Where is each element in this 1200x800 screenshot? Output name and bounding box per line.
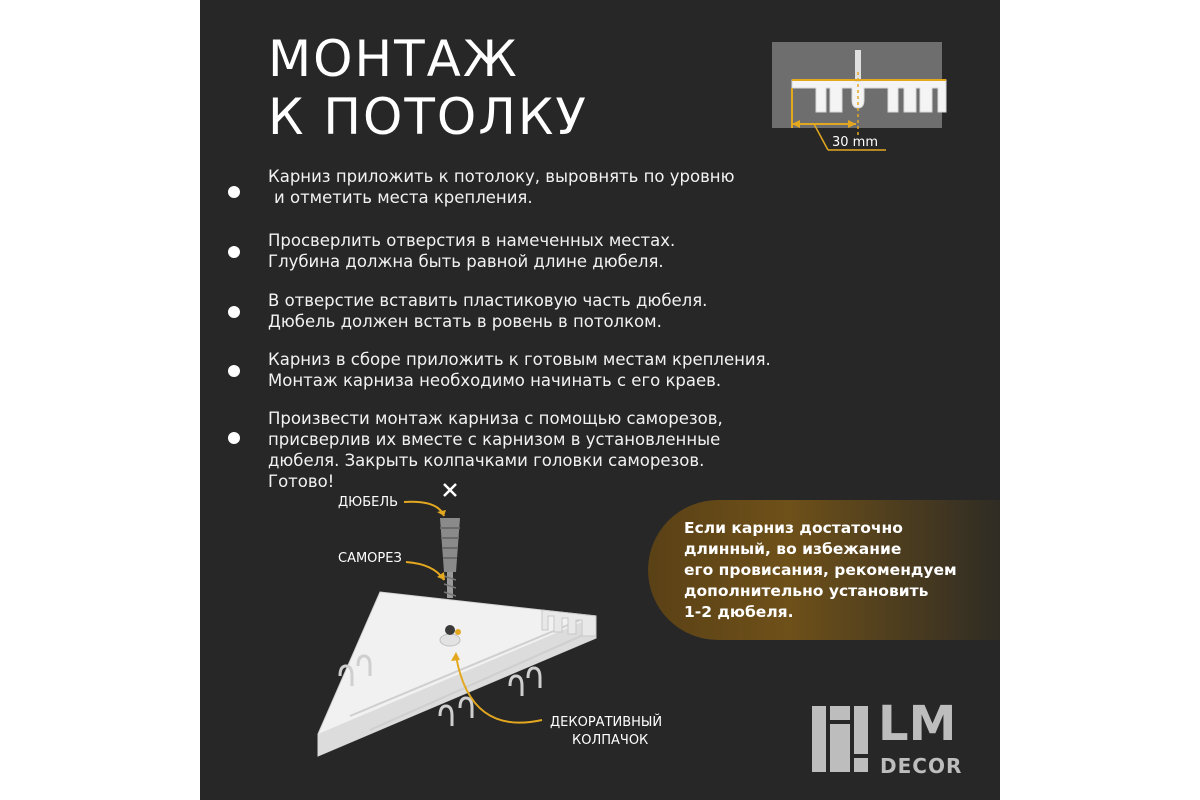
dowel-arrow	[404, 502, 444, 516]
bullet-dot	[228, 432, 240, 444]
step-1-line-1: Карниз приложить к потолоку, выровнять по уровню	[268, 167, 735, 186]
logo-grid-icon	[812, 706, 872, 772]
callout-text	[684, 518, 984, 623]
callout-line-2: длинный, во избежание	[684, 540, 902, 558]
step-5-line-2: присверлив их вместе с карнизом в установленные	[268, 430, 721, 449]
bullet-dot	[228, 365, 240, 377]
dowel	[440, 518, 460, 572]
bullet-dot	[228, 186, 240, 198]
step-2-line-2: Глубина должна быть равной длине дюбеля.	[268, 252, 664, 271]
page-title	[268, 30, 588, 146]
label-cap-line-2: КОЛПАЧОК	[572, 733, 649, 748]
step-5-line-3: дюбеля. Закрыть колпачками головки саморезов.	[268, 451, 705, 470]
step-1-line-2: и отметить места крепления.	[274, 188, 533, 207]
step-3-line-2: Дюбель должен встать в ровень в потолком.	[268, 312, 662, 331]
screw-shank	[855, 50, 861, 82]
step-5-line-4: Готово!	[268, 472, 335, 491]
instruction-card	[200, 0, 1000, 800]
callout-line-1: Если карниз достаточно	[684, 519, 903, 537]
title-line-2: К ПОТОЛКУ	[268, 88, 588, 146]
callout-line-4: дополнительно установить	[684, 582, 929, 600]
step-3-line-1: В отверстие вставить пластиковую часть дюбеля.	[268, 291, 708, 310]
step-2-line-1: Просверлить отверстия в намеченных местах.	[268, 231, 676, 250]
callout-line-5: 1-2 дюбеля.	[684, 603, 794, 621]
step-4	[224, 349, 771, 391]
step-3	[224, 290, 707, 332]
measure-label: 30 mm	[832, 135, 879, 150]
decorative-cap	[440, 634, 460, 646]
brand-mark: LM	[878, 696, 957, 752]
step-4-line-2: Монтаж карниза необходимо начинать с его краев.	[268, 371, 722, 390]
step-5-line-1: Произвести монтаж карниза с помощью саморезов,	[268, 409, 723, 428]
label-dowel: ДЮБЕЛЬ	[338, 495, 399, 510]
callout-line-3: его провисания, рекомендуем	[684, 561, 957, 579]
label-cap-line-1: ДЕКОРАТИВНЫЙ	[550, 715, 663, 730]
title-line-1: МОНТАЖ	[268, 30, 519, 88]
screw-head-mark	[445, 625, 455, 635]
cross-icon	[444, 484, 456, 496]
brand-sub: DECOR	[880, 754, 963, 778]
bullet-dot	[228, 246, 240, 258]
step-4-line-1: Карниз в сборе приложить к готовым местам крепления.	[268, 350, 771, 369]
label-screw: САМОРЕЗ	[338, 551, 402, 566]
cap-accent	[455, 629, 461, 635]
assembly-illustration	[310, 480, 610, 780]
bullet-dot	[228, 306, 240, 318]
step-2	[224, 230, 675, 272]
ceiling-section-diagram	[770, 42, 950, 157]
step-1	[224, 166, 735, 208]
callout-banner	[648, 500, 1000, 640]
